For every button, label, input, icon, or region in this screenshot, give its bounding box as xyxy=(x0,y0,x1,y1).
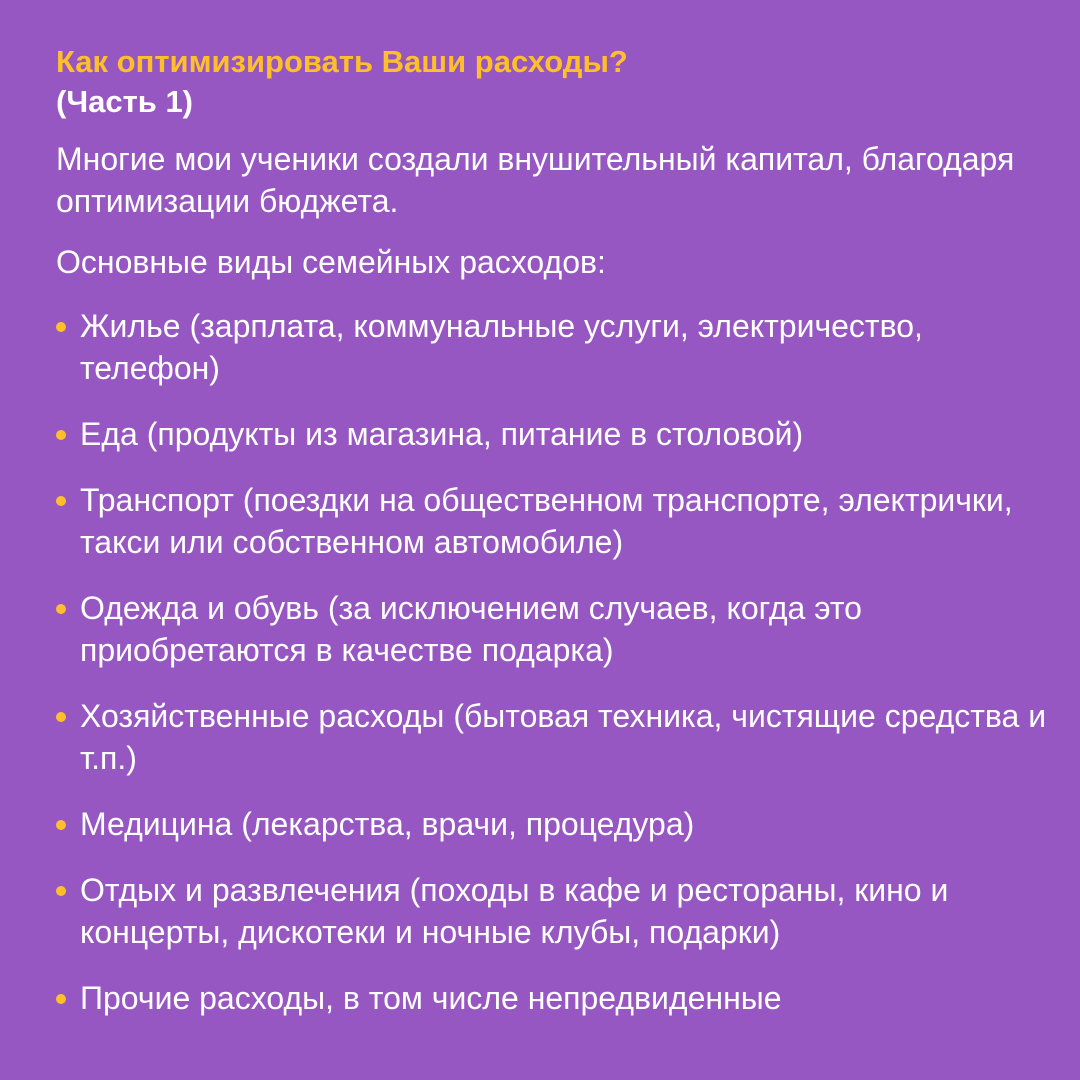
list-item-text: Хозяйственные расходы (бытовая техника, чистящие средства и т.п.) xyxy=(80,698,1047,776)
list-item xyxy=(56,869,1060,953)
bullet-dot-icon xyxy=(56,496,66,506)
list-item-text: Еда (продукты из магазина, питание в столовой) xyxy=(80,416,804,452)
bullet-dot-icon xyxy=(56,994,66,1004)
expense-list xyxy=(56,305,1060,1019)
list-item-text: Транспорт (поездки на общественном транспорте, электрички, такси или собственном автомобиле) xyxy=(80,482,1013,560)
page-subtitle: (Часть 1) xyxy=(56,84,194,119)
list-item-text: Жилье (зарплата, коммунальные услуги, электричество, телефон) xyxy=(80,308,923,386)
page-title: Как оптимизировать Ваши расходы? xyxy=(56,44,628,79)
list-heading: Основные виды семейных расходов: xyxy=(56,244,606,280)
list-item xyxy=(56,695,1060,779)
intro-text: Многие мои ученики создали внушительный капитал, благодаря оптимизации бюджета. xyxy=(56,141,1015,219)
list-item-text: Прочие расходы, в том числе непредвиденные xyxy=(80,980,782,1016)
bullet-dot-icon xyxy=(56,886,66,896)
list-item xyxy=(56,479,1060,563)
list-item xyxy=(56,587,1060,671)
bullet-dot-icon xyxy=(56,430,66,440)
list-item xyxy=(56,413,1060,455)
bullet-dot-icon xyxy=(56,604,66,614)
list-item xyxy=(56,803,1060,845)
bullet-dot-icon xyxy=(56,712,66,722)
list-item-text: Медицина (лекарства, врачи, процедура) xyxy=(80,806,695,842)
list-item xyxy=(56,977,1060,1019)
bullet-dot-icon xyxy=(56,820,66,830)
list-item-text: Отдых и развлечения (походы в кафе и рестораны, кино и концерты, дискотеки и ночные клубы, подарки) xyxy=(80,872,949,950)
bullet-dot-icon xyxy=(56,322,66,332)
list-item xyxy=(56,305,1060,389)
list-item-text: Одежда и обувь (за исключением случаев, когда это приобретаются в качестве подарка) xyxy=(80,590,862,668)
